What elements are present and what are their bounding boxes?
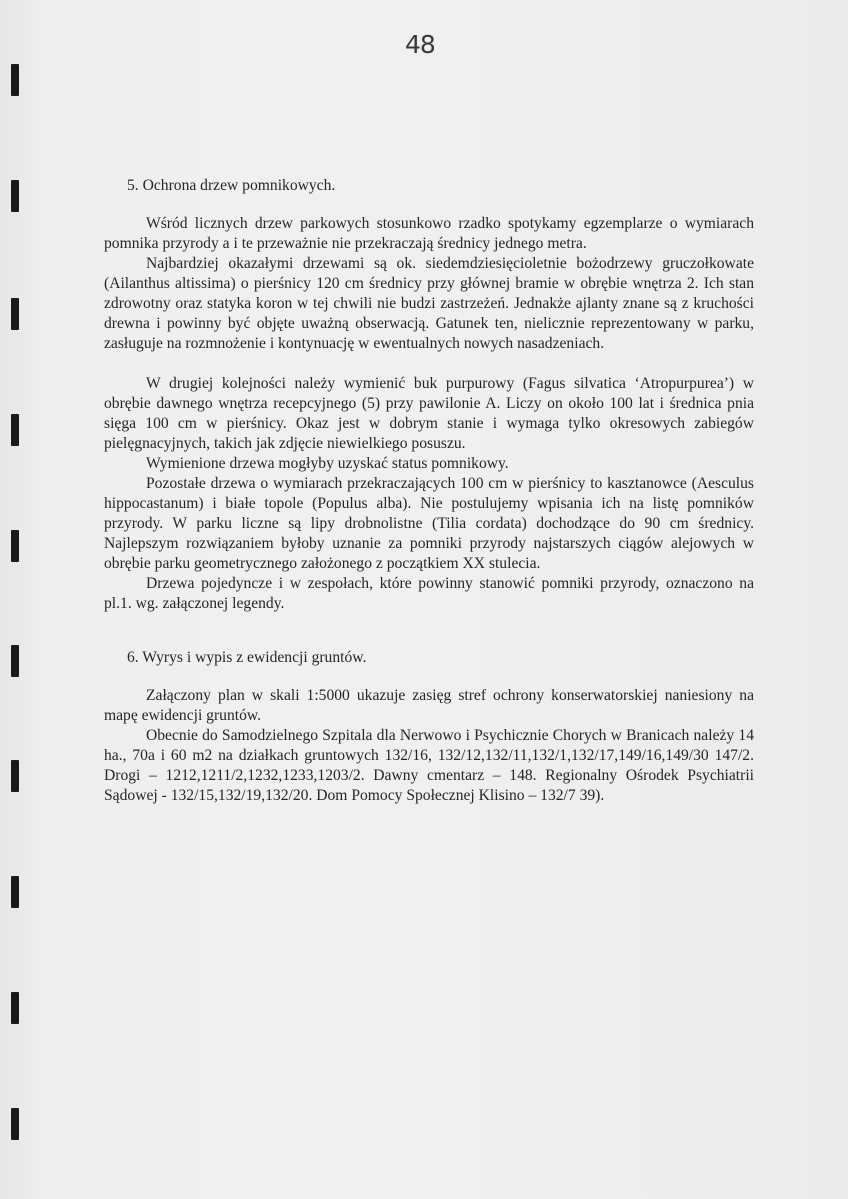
binder-hole-mark: [11, 64, 19, 96]
binder-hole-mark: [11, 298, 19, 330]
section-5-paragraph: Wśród licznych drzew parkowych stosunkowo rzadko spotykamy egzemplarze o wymiarach pomnika przyrody a i te przeważnie nie przekraczają średnicy jednego metra.: [104, 215, 754, 252]
binder-hole-mark: [11, 180, 19, 212]
binder-hole-mark: [11, 760, 19, 792]
binder-hole-mark: [11, 876, 19, 908]
section-5-paragraph: Pozostałe drzewa o wymiarach przekraczających 100 cm w pierśnicy to kasztanowce (Aesculus hippocastanum) i białe topole (Populus alba). Nie postulujemy wpisania ich na listę pomników przyrody. W parku liczne są lipy drobnolistne (Tilia cordata) dochodzące do 90 cm średnicy. Najlepszym rozwiązaniem byłoby uznanie za pomniki przyrody najstarszych ciągów alejowych w obrębie parku geometrycznego założonego z początkiem XX stulecia.: [104, 475, 754, 572]
section-6-paragraph: Obecnie do Samodzielnego Szpitala dla Nerwowo i Psychicznie Chorych w Branicach należy 14 ha., 70a i 60 m2 na działkach gruntowych 132/16, 132/12,132/11,132/1,132/17,149/16,149/30 147/2. Drogi – 1212,1211/2,1232,1233,1203/2. Dawny cmentarz – 148. Regionalny Ośrodek Psychiatrii Sądowej - 132/15,132/19,132/20. Dom Pomocy Społecznej Klisino – 132/7 39).: [104, 727, 754, 804]
section-5-paragraph: Drzewa pojedyncze i w zespołach, które powinny stanowić pomniki przyrody, oznaczono na pl.1. wg. załączonej legendy.: [104, 575, 754, 612]
binder-hole-mark: [11, 414, 19, 446]
section-5-heading: 5. Ochrona drzew pomnikowych.: [127, 177, 336, 194]
handwritten-page-number: 48: [405, 30, 435, 59]
section-5-paragraph: Wymienione drzewa mogłyby uzyskać status pomnikowy.: [146, 455, 509, 472]
section-5-paragraph: Najbardziej okazałymi drzewami są ok. siedemdziesięcioletnie bożodrzewy gruczołkowate (Ailanthus altissima) o pierśnicy 120 cm średnicy przy głównej bramie w obrębie wnętrza 2. Ich stan zdrowotny oraz statyka koron w tej chwili nie budzi zastrzeżeń. Jednakże ajlanty znane są z kruchości drewna i powinny być objęte uważną obserwacją. Gatunek ten, nielicznie reprezentowany w parku, zasługuje na rozmnożenie i kontynuację w ewentualnych nowych nasadzeniach.: [104, 255, 754, 352]
section-6-heading: 6. Wyrys i wypis z ewidencji gruntów.: [127, 649, 367, 666]
section-6-paragraph: Załączony plan w skali 1:5000 ukazuje zasięg stref ochrony konserwatorskiej naniesiony na mapę ewidencji gruntów.: [104, 687, 754, 724]
binder-hole-mark: [11, 645, 19, 677]
binder-hole-mark: [11, 1108, 19, 1140]
binder-hole-mark: [11, 992, 19, 1024]
section-5-paragraph: W drugiej kolejności należy wymienić buk purpurowy (Fagus silvatica ‘Atropurpurea’) w obrębie dawnego wnętrza recepcyjnego (5) przy pawilonie A. Liczy on około 100 lat i średnica pnia sięga 100 cm w pierśnicy. Okaz jest w dobrym stanie i wymaga tylko okresowych zabiegów pielęgnacyjnych, takich jak zdjęcie niewielkiego posuszu.: [104, 375, 754, 452]
binder-hole-mark: [11, 530, 19, 562]
